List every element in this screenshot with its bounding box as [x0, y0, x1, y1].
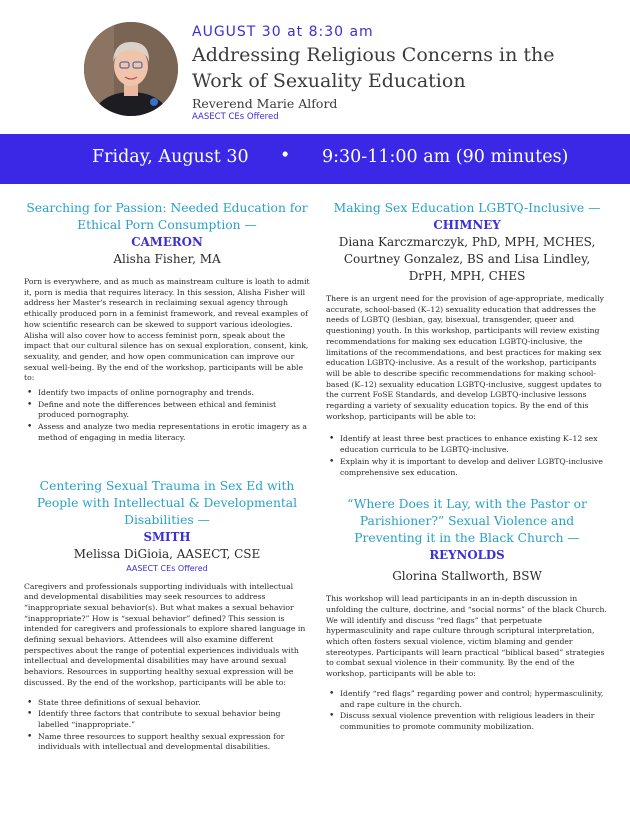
session-title — [24, 478, 310, 546]
session-chimney — [326, 200, 608, 478]
session-ce-note: AASECT CEs Offered — [126, 563, 208, 573]
session-title-text: Making Sex Education LGBTQ-Inclusive — — [333, 201, 601, 215]
session-objectives — [24, 388, 310, 444]
session-room: REYNOLDS — [429, 548, 505, 563]
objective-item: • Identify three factors that contribute to sexual behavior being labelled “inappropriate.” — [24, 709, 310, 730]
session-objectives — [326, 689, 608, 733]
session-title — [326, 200, 608, 234]
session-room: CHIMNEY — [433, 218, 501, 232]
keynote-title-line: Addressing Religious Concerns in the — [192, 44, 555, 66]
session-objectives — [326, 434, 608, 478]
header — [0, 0, 630, 132]
objective-item: • Discuss sexual violence prevention with religious leaders in their communities to promote community mobilization. — [326, 711, 608, 732]
session-description: There is an urgent need for the provision of age-appropriate, medically accurate, school-based (K–12) sexuality education that addresses the needs of LGBTQ (lesbian, gay, bisexual, transgender, queer and questioning) youth. In this workshop, participants will review existing recommendations for making sex education LGBTQ-inclusive, the limitations of the recommendations, and best practices for making sex education LGBTQ-inclusive. As a result of the workshop, participants will be able to describe specific recommendations for making school-based (K–12) sexuality education LGBTQ-inclusive, suggest updates to the current FoSE Standards, and develop LGBTQ-inclusive lessons regarding a variety of sexuality education topics. By the end of this workshop, participants will be able to: — [326, 294, 605, 421]
session-room: SMITH — [143, 529, 191, 544]
session-title-text: “Where Does it Lay, with the Pastor or Parishioner?” Sexual Violence and Preventing it in the Black Church — — [347, 497, 587, 546]
session-presenter: Glorina Stallworth, BSW — [392, 569, 542, 584]
session-title-text: Centering Sexual Trauma in Sex Ed with People with Intellectual & Developmental Disabilities — — [36, 478, 298, 527]
banner-time: 9:30-11:00 am (90 minutes) — [322, 147, 569, 167]
keynote-ce-note: AASECT CEs Offered — [192, 112, 279, 122]
objective-item: • Define and note the differences between ethical and feminist produced pornography. — [24, 400, 310, 421]
keynote-date: AUGUST 30 at 8:30 am — [192, 24, 374, 40]
session-presenter — [326, 234, 608, 285]
objective-item: • Identify “red flags” regarding power and control; hypermasculinity, and rape culture in the church. — [326, 689, 608, 710]
session-description: Porn is everywhere, and as much as mainstream culture is loath to admit it, porn is media that requires literacy. In this session, Alisha Fisher will address her Master's research in reclaiming sexual agency through ethically produced porn in a feminist framework, and reveal examples of how scientific research can be skewed to support various ideologies. Alisha will also cover how to access feminist porn, speak about the impact that our cultural silence has on sexual exploration, consent, kink, sexuality, and gender, and how open communication can improve our sexual well-being. By the end of the workshop, participants will be able to: — [24, 277, 310, 383]
keynote-info — [192, 24, 612, 122]
keynote-title — [192, 42, 612, 94]
day-time-banner — [0, 134, 630, 184]
objective-item: • State three definitions of sexual behavior. — [24, 698, 310, 709]
session-presenter: Melissa DiGioia, AASECT, CSE — [73, 546, 261, 561]
session-presenter: Alisha Fisher, MA — [113, 252, 221, 266]
objective-item: • Assess and analyze two media representations in erotic imagery as a method of engaging in media literacy. — [24, 422, 310, 443]
objective-item: • Identify at least three best practices to enhance existing K–12 sex education curricula to be LGBTQ-inclusive. — [326, 434, 608, 455]
session-reynolds — [326, 496, 608, 732]
keynote-title-line: Work of Sexuality Education — [192, 70, 466, 92]
keynote-speaker: Reverend Marie Alford — [192, 96, 338, 111]
objective-item: • Name three resources to support healthy sexual expression for individuals with intellectual and developmental disabilities. — [24, 732, 310, 753]
session-title — [24, 200, 310, 251]
session-title — [326, 496, 608, 564]
presenter-line: Courtney Gonzalez, BS and Lisa Lindley, — [343, 252, 591, 266]
session-smith — [24, 478, 310, 754]
banner-day: Friday, August 30 — [92, 147, 249, 167]
session-title-text: Searching for Passion: Needed Education for Ethical Porn Consumption — — [26, 201, 308, 232]
session-room: CAMERON — [131, 235, 203, 249]
objective-item: • Identify two impacts of online pornography and trends. — [24, 388, 310, 399]
right-column — [326, 200, 608, 734]
session-description: This workshop will lead participants in an in-depth discussion in unfolding the culture, doctrine, and “social norms” of the black Church. We will identify and discuss “red flags” that perpetuate hypermasculinity and rape culture through scriptural interpretation, which often fosters sexual violence, victim blaming and gender stereotypes. Participants will learn practical “biblical based” strategies to combat sexual violence in their community. By the end of the workshop, participants will be able to: — [326, 594, 607, 679]
banner-separator: • — [280, 146, 291, 166]
objective-item: • Explain why it is important to develop and deliver LGBTQ-inclusive comprehensive sex education. — [326, 457, 608, 478]
session-objectives — [24, 698, 310, 754]
session-cameron — [24, 200, 310, 444]
speaker-photo — [84, 22, 178, 116]
presenter-line: DrPH, MPH, CHES — [408, 269, 526, 283]
session-description: Caregivers and professionals supporting individuals with intellectual and developmental disabilities may seek resources to address “inappropriate sexual behavior(s). But what makes a sexual behavior “inappropriate?” How is “sexual behavior” defined? This session is intended for caregivers and professionals to explore shared language in defining sexual behaviors. Attendees will also examine different perspectives about the range of potential experiences individuals with intellectual and developmental disabilities may have around sexual behaviors. Resources in supporting healthy sexual expression will be discussed. By the end of the workshop, participants will be able to: — [24, 581, 306, 687]
presenter-line: Diana Karczmarczyk, PhD, MPH, MCHES, — [338, 235, 596, 249]
left-column — [24, 200, 310, 754]
